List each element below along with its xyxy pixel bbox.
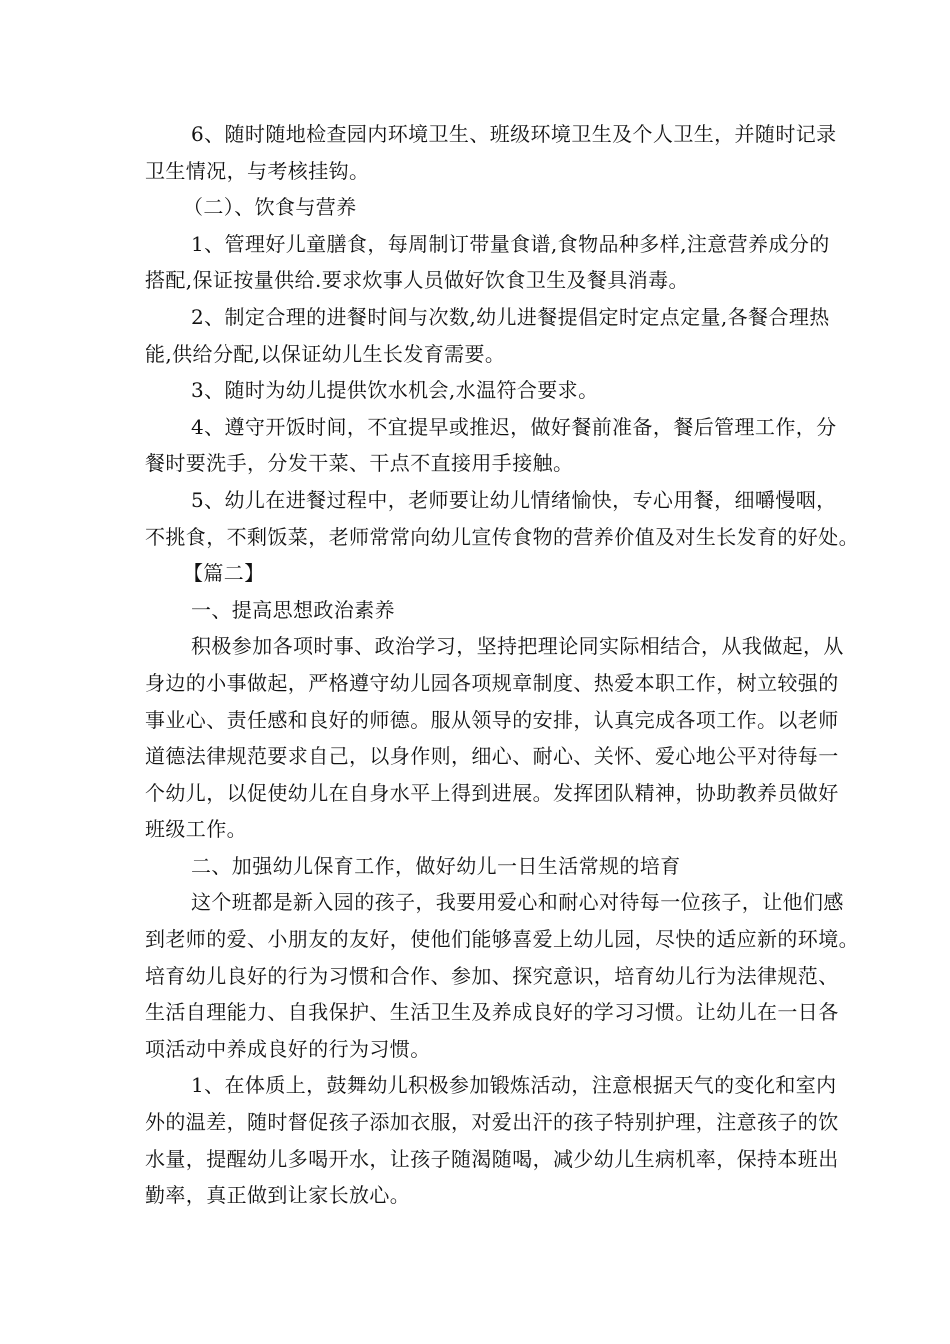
paragraph-line: 2、制定合理的进餐时间与次数,幼儿进餐提倡定时定点定量,各餐合理热 [191, 304, 830, 329]
paragraph-line: 事业心、责任感和良好的师德。服从领导的安排，认真完成各项工作。以老师 [145, 707, 839, 732]
paragraph-line: 4、遵守开饭时间，不宜提早或推迟，做好餐前准备，餐后管理工作，分 [191, 414, 837, 439]
paragraph-line: 水量，提醒幼儿多喝开水，让孩子随渴随喝，减少幼儿生病机率，保持本班出 [145, 1146, 839, 1171]
paragraph-line: 3、随时为幼儿提供饮水机会,水温符合要求。 [191, 378, 599, 403]
paragraph-line: 班级工作。 [145, 817, 247, 842]
paragraph-line: 积极参加各项时事、政治学习，坚持把理论同实际相结合，从我做起，从 [191, 634, 844, 659]
paragraph-line: 身边的小事做起，严格遵守幼儿园各项规章制度、热爱本职工作，树立较强的 [145, 670, 839, 695]
paragraph-line: 餐时要洗手，分发干菜、干点不直接用手接触。 [145, 451, 574, 476]
paragraph-line: 培育幼儿良好的行为习惯和合作、参加、探究意识，培育幼儿行为法律规范、 [145, 963, 839, 988]
paragraph-line: 道德法律规范要求自己，以身作则，细心、耐心、关怀、爱心地公平对待每一 [145, 744, 839, 769]
paragraph-line: 外的温差，随时督促孩子添加衣服，对爱出汗的孩子特别护理，注意孩子的饮 [145, 1110, 839, 1135]
section-heading: 一、提高思想政治素养 [191, 597, 395, 622]
paragraph-line: 这个班都是新入园的孩子，我要用爱心和耐心对待每一位孩子，让他们感 [191, 890, 844, 915]
document-body [145, 116, 859, 1214]
paragraph-line: 1、管理好儿童膳食，每周制订带量食谱,食物品种多样,注意营养成分的 [191, 231, 830, 256]
section-heading: （二）、饮食与营养 [183, 195, 357, 220]
paragraph-line: 6、随时随地检查园内环境卫生、班级环境卫生及个人卫生，并随时记录 [191, 122, 837, 146]
paragraph-line: 勤率，真正做到让家长放心。 [145, 1183, 411, 1208]
paragraph-line: 不挑食，不剩饭菜，老师常常向幼儿宣传食物的营养价值及对生长发育的好处。 [145, 524, 859, 549]
paragraph-line: 生活自理能力、自我保护、生活卫生及养成良好的学习习惯。让幼儿在一日各 [145, 1000, 839, 1025]
paragraph-line: 能,供给分配,以保证幼儿生长发育需要。 [145, 341, 506, 366]
section-heading: 二、加强幼儿保育工作，做好幼儿一日生活常规的培育 [191, 853, 681, 878]
paragraph-line: 1、在体质上，鼓舞幼儿积极参加锻炼活动，注意根据天气的变化和室内 [191, 1073, 837, 1098]
paragraph-line: 搭配,保证按量供给.要求炊事人员做好饮食卫生及餐具消毒。 [145, 268, 689, 293]
paragraph-line: 5、幼儿在进餐过程中，老师要让幼儿情绪愉快，专心用餐，细嚼慢咽， [191, 487, 837, 512]
part-heading: 【篇二】 [183, 561, 265, 586]
paragraph-line: 项活动中养成良好的行为习惯。 [145, 1036, 431, 1061]
paragraph-line: 个幼儿，以促使幼儿在自身水平上得到进展。发挥团队精神，协助教养员做好 [145, 780, 839, 805]
paragraph-line: 到老师的爱、小朋友的友好，使他们能够喜爱上幼儿园，尽快的适应新的环境。 [145, 927, 859, 952]
paragraph-line: 卫生情况，与考核挂钩。 [145, 158, 370, 183]
